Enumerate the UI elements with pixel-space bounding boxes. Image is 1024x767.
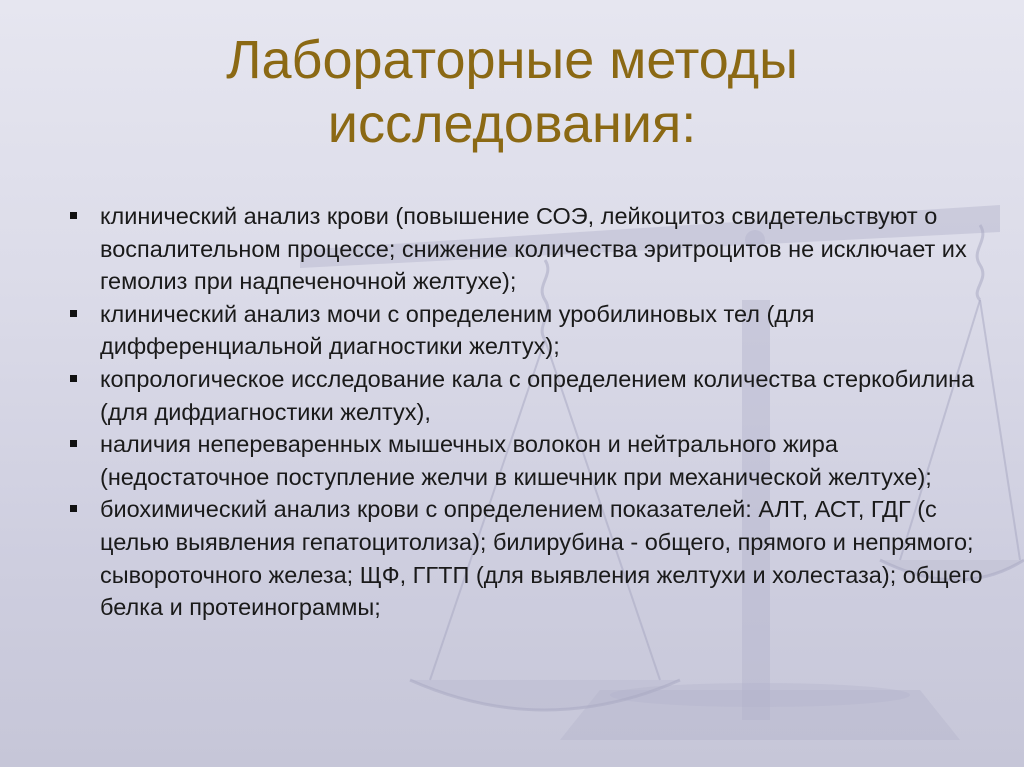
methods-bullet-list bbox=[66, 200, 986, 624]
bullet-item-biochemistry bbox=[66, 493, 986, 623]
square-bullet-icon bbox=[70, 212, 77, 219]
bullet-item-blood-analysis bbox=[66, 200, 986, 298]
square-bullet-icon bbox=[70, 375, 77, 382]
square-bullet-icon bbox=[70, 310, 77, 317]
bullet-text: наличия непереваренных мышечных волокон и нейтрального жира (недостаточное поступление желчи в кишечник при механической желтухе); bbox=[100, 431, 932, 490]
bullet-item-undigested-fibers bbox=[66, 428, 986, 493]
bullet-text: клинический анализ крови (повышение СОЭ, лейкоцитоз свидетельствуют о воспалительном процессе; снижение количества эритроцитов не исключает их гемолиз при надпеченочной желтухе); bbox=[100, 203, 967, 295]
square-bullet-icon bbox=[70, 505, 77, 512]
bullet-text: копрологическое исследование кала с определением количества стеркобилина (для дифдиагностики желтух), bbox=[100, 365, 975, 425]
slide-title bbox=[120, 28, 904, 156]
bullet-text: биохимический анализ крови с определением показателей: АЛТ, АСТ, ГДГ (с целью выявления гепатоцитолиза); билирубина - общего, прямого и непрямого; сывороточного железа; ЩФ, ГГТП (для выявления желтухи и холестаза); общего белка и протеинограммы; bbox=[100, 496, 983, 621]
slide-title-line-2: исследования: bbox=[327, 94, 697, 154]
square-bullet-icon bbox=[70, 440, 77, 447]
bullet-item-urine-analysis bbox=[66, 298, 986, 363]
slide-title-line-1: Лабораторные методы bbox=[226, 30, 798, 90]
bullet-item-coprology bbox=[66, 363, 986, 428]
bullet-text: клинический анализ мочи с определеним уробилиновых тел (для дифференциальной диагностики желтух); bbox=[100, 300, 815, 360]
